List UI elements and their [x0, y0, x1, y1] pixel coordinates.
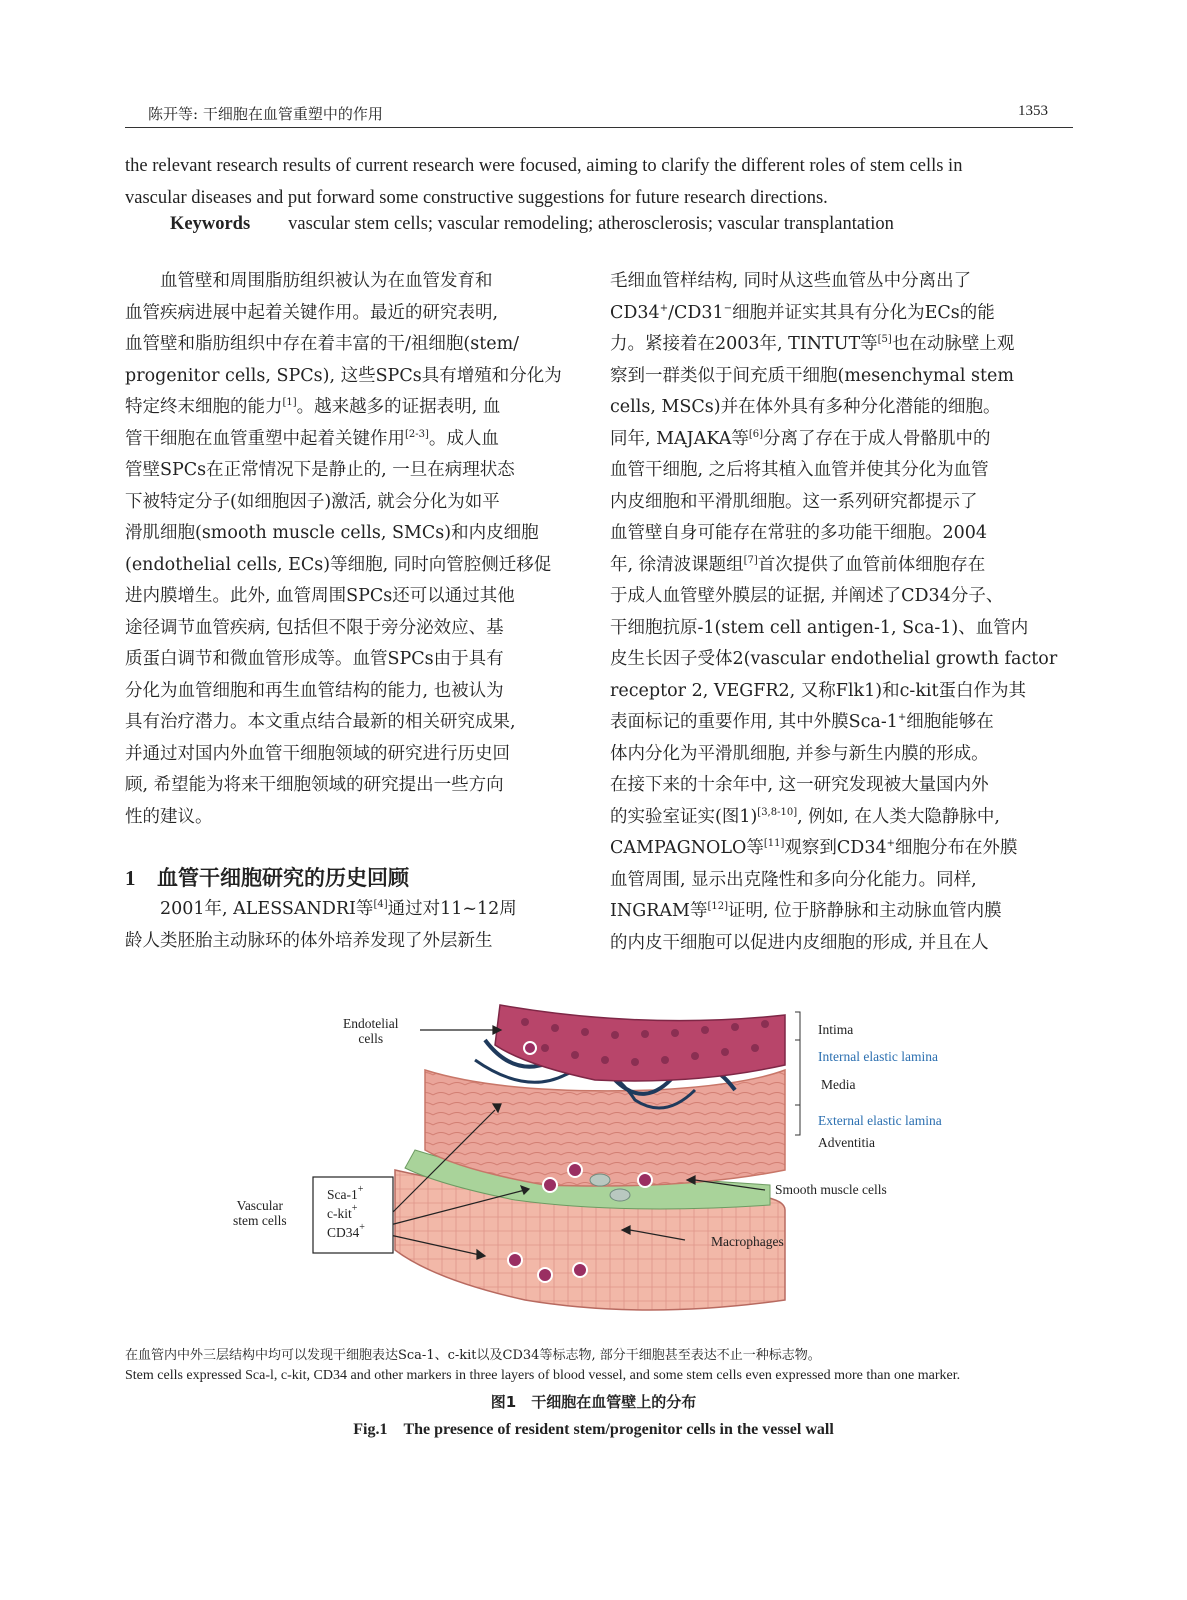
right-column [610, 266, 1058, 959]
marker-ckit: c-kit+ [327, 1203, 358, 1221]
text-line: 察到一群类似于间充质干细胞(mesenchymal stem [610, 365, 1014, 386]
text-line: 于成人血管壁外膜层的证据, 并阐述了CD34分子、 [610, 586, 1004, 606]
text-line: 的内皮干细胞可以促进内皮细胞的形成, 并且在人 [610, 932, 989, 953]
figure-title-cn: 图1 干细胞在血管壁上的分布 [490, 1393, 697, 1411]
label-text: Vascular [236, 1198, 284, 1213]
text-line: 进内膜增生。此外, 血管周围SPCs还可以通过其他 [125, 586, 515, 606]
text-line: 下被特定分子(如细胞因子)激活, 就会分化为如平 [125, 491, 500, 512]
text-line: 毛细血管样结构, 同时从这些血管丛中分离出了 [610, 271, 972, 291]
figure-title-en: Fig.1 The presence of resident stem/progenitor cells in the vessel wall [353, 1421, 834, 1438]
text-line: 质蛋白调节和微血管形成等。血管SPCs由于具有 [125, 649, 504, 669]
text-line: 途径调节血管疾病, 包括但不限于旁分泌效应、基 [125, 617, 504, 638]
label-intima: Intima [818, 1022, 854, 1037]
label-markers [327, 1185, 365, 1242]
label-media: Media [821, 1077, 856, 1092]
text-line: 滑肌细胞(smooth muscle cells, SMCs)和内皮细胞 [125, 523, 539, 543]
section-title: 血管干细胞研究的历史回顾 [157, 866, 409, 890]
text-line: CAMPAGNOLO等[11]观察到CD34+细胞分布在外膜 [610, 838, 1018, 858]
text-line: cells, MSCs)并在体外具有多种分化潜能的细胞。 [610, 397, 1001, 417]
label-internal-elastic-lamina: Internal elastic lamina [818, 1049, 938, 1064]
text-line: 管壁SPCs在正常情况下是静止的, 一旦在病理状态 [125, 460, 515, 480]
text-line: 年, 徐清波课题组[7]首次提供了血管前体细胞存在 [610, 554, 986, 575]
page-number: 1353 [1018, 103, 1048, 119]
layer-brackets [795, 1012, 800, 1135]
figure-1 [225, 1000, 985, 1325]
abstract-line: vascular diseases and put forward some constructive suggestions for future research directions. [125, 188, 828, 208]
label-adventitia: Adventitia [818, 1135, 875, 1150]
marker-sca1: Sca-1+ [327, 1184, 364, 1202]
label-text: cells [358, 1031, 384, 1046]
text-line: 皮生长因子受体2(vascular endothelial growth factor [610, 649, 1058, 669]
section-number: 1 [125, 866, 136, 890]
text-line: 血管壁自身可能存在常驻的多功能干细胞。2004 [610, 523, 988, 543]
text-line: 血管壁和脂肪组织中存在着丰富的干/祖细胞(stem/ [125, 334, 520, 354]
left-column-continued [125, 894, 565, 957]
keywords-label: Keywords [170, 214, 251, 234]
text-line: (endothelial cells, ECs)等细胞, 同时向管腔侧迁移促 [125, 554, 552, 575]
text-line: INGRAM等[12]证明, 位于脐静脉和主动脉血管内膜 [610, 901, 1002, 921]
label-text: Endotelial [343, 1016, 399, 1031]
figure-caption-en: Stem cells expressed Sca-l, c-kit, CD34 and other markers in three layers of blood vessel, and some stem cells even expressed more than one marker. [125, 1368, 961, 1383]
text-line: progenitor cells, SPCs), 这些SPCs具有增殖和分化为 [125, 365, 562, 386]
text-line: 内皮细胞和平滑肌细胞。这一系列研究都提示了 [610, 491, 978, 512]
text-line: 血管干细胞, 之后将其植入血管并使其分化为血管 [610, 460, 989, 480]
text-line: 性的建议。 [125, 806, 213, 827]
text-line: 血管周围, 显示出克隆性和多向分化能力。同样, [610, 869, 977, 890]
label-external-elastic-lamina: External elastic lamina [818, 1113, 942, 1128]
text-line: 干细胞抗原-1(stem cell antigen-1, Sca-1)、血管内 [610, 617, 1029, 638]
label-text: stem cells [233, 1213, 287, 1228]
text-line: 龄人类胚胎主动脉环的体外培养发现了外层新生 [125, 930, 493, 951]
text-line: receptor 2, VEGFR2, 又称Flk1)和c-kit蛋白作为其 [610, 680, 1027, 701]
label-endothelial-cells [343, 1016, 398, 1046]
label-vascular-stem-cells [233, 1198, 287, 1228]
text-line: 在接下来的十余年中, 这一研究发现被大量国内外 [610, 775, 989, 795]
text-line: CD34+/CD31−细胞并证实其具有分化为ECs的能 [610, 302, 995, 323]
text-line: 管干细胞在血管重塑中起着关键作用[2-3]。成人血 [125, 428, 499, 449]
text-line: 体内分化为平滑肌细胞, 并参与新生内膜的形成。 [610, 743, 989, 764]
text-line: 血管疾病进展中起着关键作用。最近的研究表明, [125, 302, 499, 323]
left-column [125, 266, 565, 833]
running-title: 陈开等: 干细胞在血管重塑中的作用 [148, 105, 383, 123]
abstract-text [125, 150, 1075, 214]
keywords-text: vascular stem cells; vascular remodeling; atherosclerosis; vascular transplantation [288, 214, 894, 234]
text-line: 力。紧接着在2003年, TINTUT等[5]也在动脉壁上观 [610, 334, 1015, 354]
text-line: 的实验室证实(图1)[3,8-10], 例如, 在人类大隐静脉中, [610, 806, 1000, 827]
text-line: 特定终末细胞的能力[1]。越来越多的证据表明, 血 [125, 397, 501, 417]
text-line: 2001年, ALESSANDRI等[4]通过对11~12周 [125, 899, 517, 919]
section-heading [125, 862, 409, 892]
keywords [170, 214, 894, 235]
text-line: 具有治疗潜力。本文重点结合最新的相关研究成果, [125, 712, 516, 732]
header-rule [125, 127, 1073, 128]
text-line: 分化为血管细胞和再生血管结构的能力, 也被认为 [125, 680, 504, 701]
text-line: 表面标记的重要作用, 其中外膜Sca-1+细胞能够在 [610, 712, 994, 732]
label-macrophages: Macrophages [711, 1234, 784, 1249]
text-line: 同年, MAJAKA等[6]分离了存在于成人骨骼肌中的 [610, 428, 991, 449]
figure-caption-cn: 在血管内中外三层结构中均可以发现干细胞表达Sca-1、c-kit以及CD34等标志物, 部分干细胞甚至表达不止一种标志物。 [125, 1348, 821, 1363]
text-line: 血管壁和周围脂肪组织被认为在血管发育和 [125, 271, 493, 291]
text-line: 并通过对国内外血管干细胞领域的研究进行历史回 [125, 743, 510, 764]
abstract-line: the relevant research results of current research were focused, aiming to clarify the different roles of stem cells in [125, 156, 963, 176]
label-smooth-muscle-cells: Smooth muscle cells [775, 1182, 887, 1197]
text-line: 顾, 希望能为将来干细胞领域的研究提出一些方向 [125, 775, 504, 795]
marker-cd34: CD34+ [327, 1222, 365, 1240]
